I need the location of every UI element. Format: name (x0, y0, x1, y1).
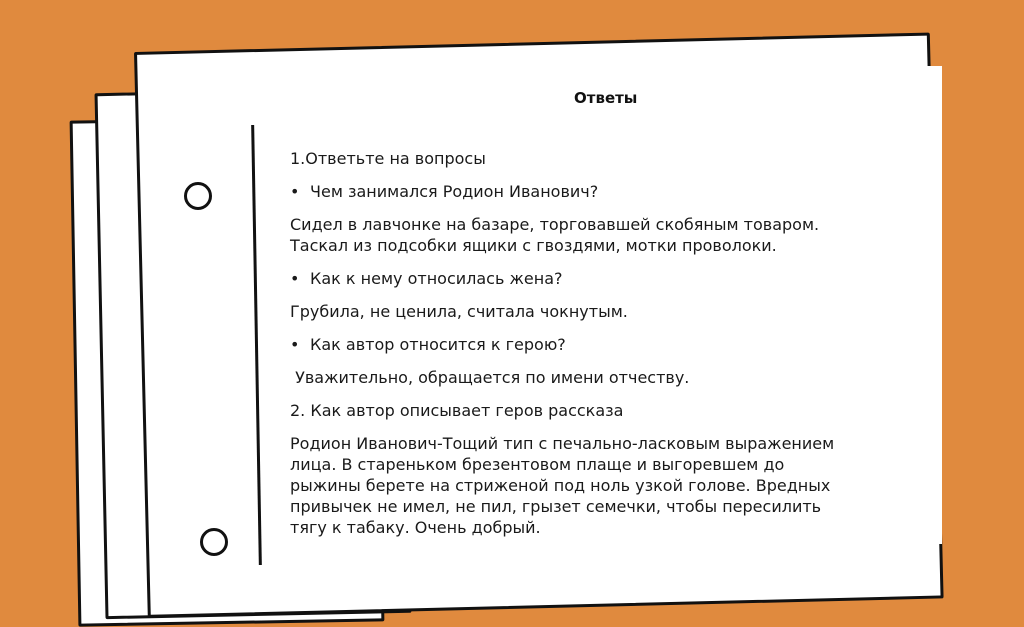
answer-4-line-2: лица. В стареньком брезентовом плаще и выгоревшем до (290, 455, 785, 474)
answer-4-line-5: тягу к табаку. Очень добрый. (290, 518, 541, 537)
punch-hole-top (184, 182, 212, 210)
answer-1-line-1: Сидел в лавчонке на базаре, торговавшей скобяным товаром. (290, 215, 820, 234)
answer-2: Грубила, не ценила, считала чокнутым. (290, 302, 628, 321)
question-2-heading: 2. Как автор описывает геров рассказа (290, 401, 624, 420)
answer-1-line-2: Таскал из подсобки ящики с гвоздями, мотки проволоки. (290, 236, 777, 255)
answer-3: Уважительно, обращается по имени отчеству. (290, 368, 690, 387)
answer-4-line-4: привычек не имел, не пил, грызет семечки, чтобы пересилить (290, 497, 822, 516)
question-bullet-1: • Чем занимался Родион Иванович? (290, 181, 935, 202)
question-bullet-3: • Как автор относится к герою? (290, 334, 935, 355)
answers-body (290, 148, 935, 538)
page-title: Ответы (574, 89, 638, 107)
question-1-heading: 1.Ответьте на вопросы (290, 149, 486, 168)
question-bullet-2: • Как к нему относилась жена? (290, 268, 935, 289)
punch-hole-bottom (200, 528, 228, 556)
answer-4-line-1: Родион Иванович-Тощий тип с печально-ласковым выражением (290, 434, 835, 453)
answer-4-line-3: рыжины берете на стриженой под ноль узкой голове. Вредных (290, 476, 831, 495)
